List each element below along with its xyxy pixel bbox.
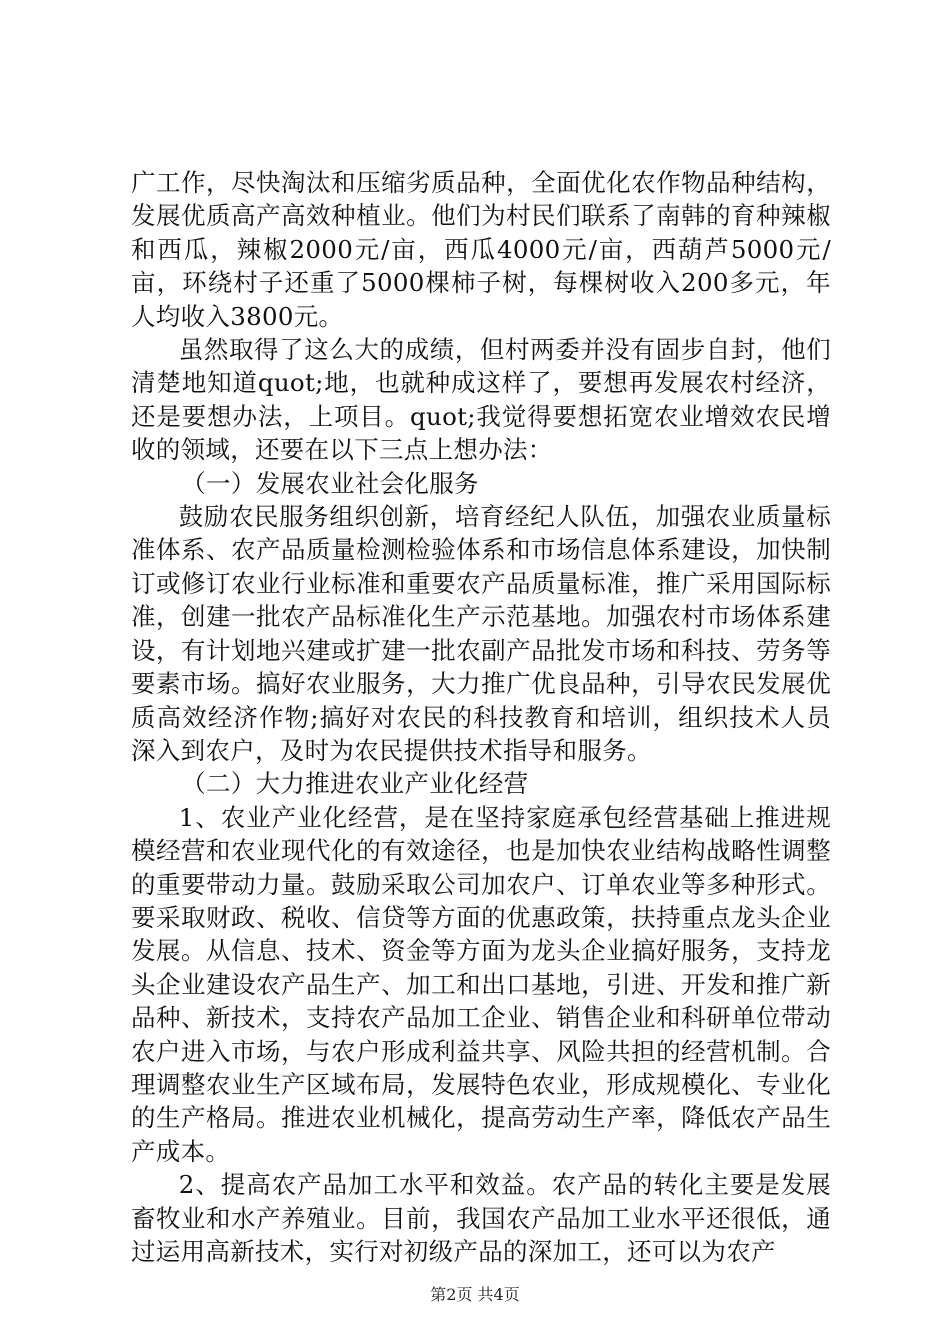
section-heading-2: （二）大力推进农业产业化经营	[181, 769, 529, 799]
paragraph-5: 2、提高农产品加工水平和效益。农产品的转化主要是发展畜牧业和水产养殖业。目前，我国农产品加工业水平还很低，通过运用高新技术，实行对初级产品的深加工，还可以为农产	[131, 1170, 831, 1266]
paragraph-1: 广工作，尽快淘汰和压缩劣质品种，全面优化农作物品种结构，发展优质高产高效种植业。他们为村民们联系了南韩的育种辣椒和西瓜，辣椒2000元/亩，西瓜4000元/亩，西葫芦5000元/亩，环绕村子还重了5000棵柿子树，每棵树收入200多元，年人均收入3800元。	[131, 168, 831, 331]
paragraph-2: 虽然取得了这么大的成绩，但村两委并没有固步自封，他们清楚地知道quot;地，也就种成这样了，要想再发展农村经济，还是要想办法，上项目。quot;我觉得要想拓宽农业增效农民增收的领域，还要在以下三点上想办法：	[131, 335, 831, 465]
paragraph-4: 1、农业产业化经营，是在坚持家庭承包经营基础上推进规模经营和农业现代化的有效途径，也是加快农业结构战略性调整的重要带动力量。鼓励采取公司加农户、订单农业等多种形式。要采取财政、税收、信贷等方面的优惠政策，扶持重点龙头企业发展。从信息、技术、资金等方面为龙头企业搞好服务，支持龙头企业建设农产品生产、加工和出口基地，引进、开发和推广新品种、新技术，支持农产品加工企业、销售企业和科研单位带动农户进入市场，与农户形成利益共享、风险共担的经营机制。合理调整农业生产区域布局，发展特色农业，形成规模化、专业化的生产格局。推进农业机械化，提高劳动生产率，降低农产品生产成本。	[131, 802, 831, 1166]
paragraph-3: 鼓励农民服务组织创新，培育经纪人队伍，加强农业质量标准体系、农产品质量检测检验体系和市场信息体系建设，加快制订或修订农业行业标准和重要农产品质量标准，推广采用国际标准，创建一批农产品标准化生产示范基地。加强农村市场体系建设，有计划地兴建或扩建一批农副产品批发市场和科技、劳务等要素市场。搞好农业服务，大力推广优良品种，引导农民发展优质高效经济作物;搞好对农民的科技教育和培训，组织技术人员深入到农户，及时为农民提供技术指导和服务。	[131, 502, 831, 765]
page-number-footer: 第2页 共4页	[430, 1285, 520, 1304]
section-heading-1: （一）发展农业社会化服务	[181, 468, 479, 498]
document-body	[131, 166, 831, 1268]
